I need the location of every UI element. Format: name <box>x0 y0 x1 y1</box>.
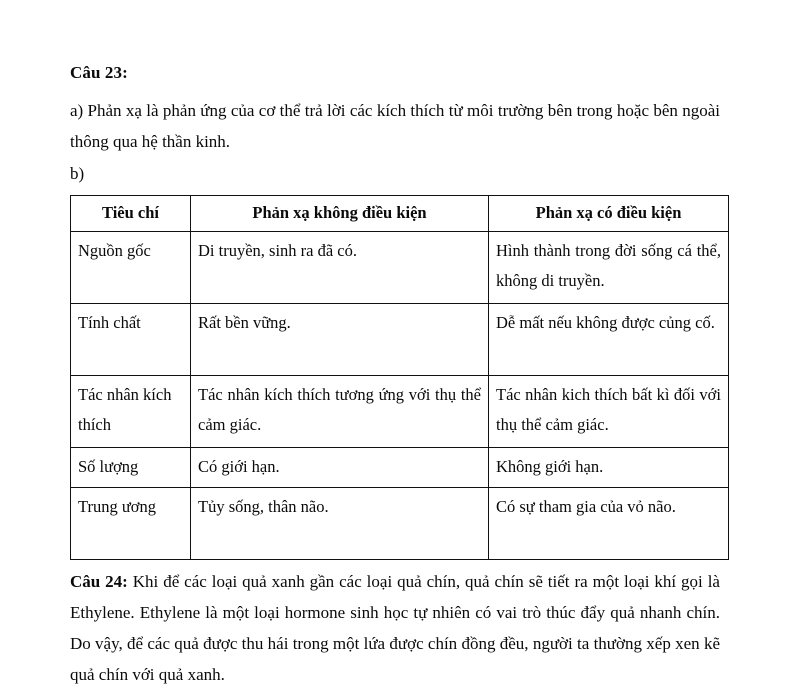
cell-criterion: Tính chất <box>71 303 191 375</box>
question-24-label: Câu 24: <box>70 571 128 591</box>
table-header-row <box>71 195 729 231</box>
cell-conditioned: Tác nhân kich thích bất kì đối với thụ thể cảm giác. <box>489 375 729 447</box>
cell-unconditioned: Có giới hạn. <box>191 447 489 487</box>
cell-conditioned: Dễ mất nếu không được củng cố. <box>489 303 729 375</box>
question-24-paragraph <box>70 566 720 690</box>
table-row <box>71 231 729 303</box>
question-23-part-b-label: b) <box>70 163 85 183</box>
question-23-part-a-text: a) Phản xạ là phản ứng của cơ thể trả lời các kích thích từ môi trường bên trong hoặc bên ngoài thông qua hệ thần kinh. <box>70 100 720 151</box>
table-row <box>71 375 729 447</box>
cell-conditioned: Không giới hạn. <box>489 447 729 487</box>
cell-criterion: Nguồn gốc <box>71 231 191 303</box>
table-row <box>71 487 729 559</box>
cell-criterion: Trung ương <box>71 487 191 559</box>
table-header-conditioned: Phản xạ có điều kiện <box>489 195 729 231</box>
table-row <box>71 303 729 375</box>
table-header <box>71 195 729 231</box>
reflex-comparison-table <box>70 195 729 560</box>
table-body <box>71 231 729 559</box>
cell-unconditioned: Tủy sống, thân não. <box>191 487 489 559</box>
table-row <box>71 447 729 487</box>
question-23-heading: Câu 23: <box>70 63 128 82</box>
cell-criterion: Tác nhân kích thích <box>71 375 191 447</box>
question-24-body: Khi để các loại quả xanh gần các loại quả chín, quả chín sẽ tiết ra một loại khí gọi là Ethylene. Ethylene là một loại hormone sinh học tự nhiên có vai trò thúc đẩy quả nhanh chín. Do vậy, để các quả được thu hái trong một lứa được chín đồng đều, người ta thường xếp xen kẽ quả chín với quả xanh. <box>70 571 720 684</box>
cell-conditioned: Hình thành trong đời sống cá thể, không di truyền. <box>489 231 729 303</box>
cell-conditioned: Có sự tham gia của vỏ não. <box>489 487 729 559</box>
table-header-criterion: Tiêu chí <box>71 195 191 231</box>
cell-unconditioned: Rất bền vững. <box>191 303 489 375</box>
table-header-unconditioned: Phản xạ không điều kiện <box>191 195 489 231</box>
cell-unconditioned: Tác nhân kích thích tương ứng với thụ thể cảm giác. <box>191 375 489 447</box>
cell-criterion: Số lượng <box>71 447 191 487</box>
cell-unconditioned: Di truyền, sinh ra đã có. <box>191 231 489 303</box>
